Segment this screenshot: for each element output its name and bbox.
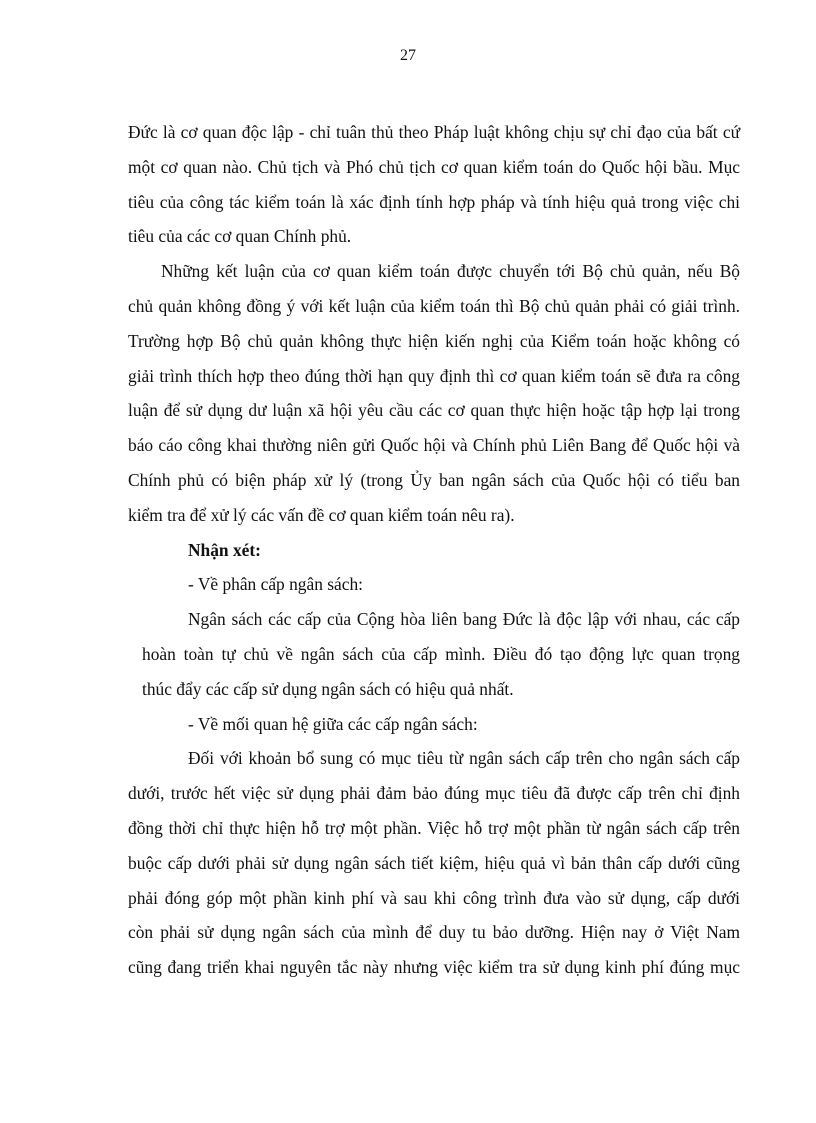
paragraph-targeted-supplements <box>128 741 740 985</box>
text-line: đồng thời chỉ thực hiện hỗ trợ một phần. Việc hỗ trợ một phần từ ngân sách cấp trên <box>128 817 740 838</box>
paragraph-continuation <box>128 115 740 254</box>
text-line: Ngân sách các cấp của Cộng hòa liên bang Đức là độc lập với nhau, các cấp <box>188 609 740 630</box>
text-line: dưới, trước hết việc sử dụng phải đảm bảo đúng mục tiêu đã được cấp trên chỉ định <box>128 783 740 804</box>
text-line: hoàn toàn tự chủ về ngân sách của cấp mình. Điều đó tạo động lực quan trọng <box>142 643 740 664</box>
page-number: 27 <box>400 47 416 64</box>
text-line: phải đóng góp một phần kinh phí và sau khi công trình đưa vào sử dụng, cấp dưới <box>128 887 740 908</box>
text-line: chủ quản không đồng ý với kết luận của kiểm toán thì Bộ chủ quản phải có giải trình. <box>128 295 740 316</box>
text-line: cũng đang triển khai nguyên tắc này nhưng việc kiểm tra sử dụng kinh phí đúng mục <box>128 957 740 978</box>
text-line: Đức là cơ quan độc lập - chỉ tuân thủ theo Pháp luật không chịu sự chỉ đạo của bất cứ <box>128 122 740 142</box>
text-line: giải trình thích hợp theo đúng thời hạn quy định thì cơ quan kiểm toán sẽ đưa ra công <box>128 365 740 386</box>
text-line: một cơ quan nào. Chủ tịch và Phó chủ tịch cơ quan kiểm toán do Quốc hội bầu. Mục <box>128 156 740 177</box>
text-line: Chính phủ có biện pháp xử lý (trong Ủy ban ngân sách của Quốc hội có tiểu ban <box>128 469 740 490</box>
document-body <box>128 115 740 985</box>
text-line: tiêu của công tác kiểm toán là xác định tính hợp pháp và tính hiệu quả trong việc chi <box>128 191 740 212</box>
text-line: Đối với khoản bổ sung có mục tiêu từ ngân sách cấp trên cho ngân sách cấp <box>188 748 740 769</box>
remarks-heading: Nhận xét: <box>188 539 261 560</box>
text-line: thúc đẩy các cấp sử dụng ngân sách có hiệu quả nhất. <box>142 678 514 699</box>
text-line: kiểm tra để xử lý các vấn đề cơ quan kiểm toán nêu ra). <box>128 504 515 525</box>
paragraph-audit-conclusions <box>128 254 740 532</box>
bullet-budget-relations: - Về mối quan hệ giữa các cấp ngân sách: <box>188 713 478 734</box>
text-line: báo cáo công khai thường niên gửi Quốc hội và Chính phủ Liên Bang để Quốc hội và <box>128 435 740 456</box>
text-line: buộc cấp dưới phải sử dụng ngân sách tiết kiệm, hiệu quả vì bản thân cấp dưới cũng <box>128 852 740 873</box>
bullet-budget-decentralization: - Về phân cấp ngân sách: <box>188 574 363 595</box>
text-line: còn phải sử dụng ngân sách của mình để duy tu bảo dưỡng. Hiện nay ở Việt Nam <box>128 922 740 943</box>
text-line: Những kết luận của cơ quan kiểm toán được chuyển tới Bộ chủ quản, nếu Bộ <box>161 261 740 282</box>
text-line: tiêu của các cơ quan Chính phủ. <box>128 226 352 247</box>
text-line: luận để sử dụng dư luận xã hội yêu cầu các cơ quan thực hiện hoặc tập hợp lại trong <box>128 400 740 421</box>
paragraph-budget-independence <box>128 602 740 706</box>
text-line: Trường hợp Bộ chủ quản không thực hiện kiến nghị của Kiểm toán hoặc không có <box>128 330 740 351</box>
